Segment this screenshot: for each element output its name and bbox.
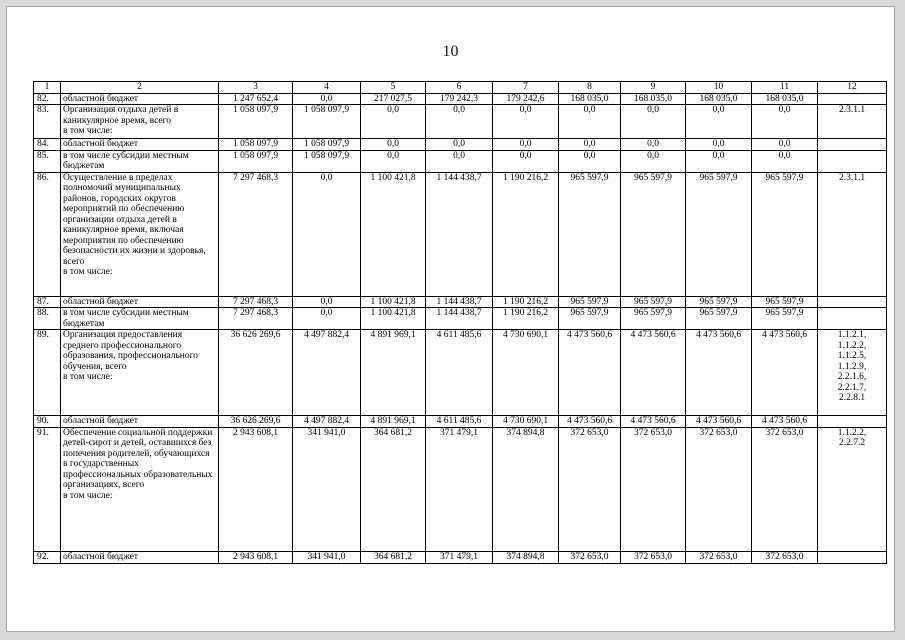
value-cell-10: 0,0 xyxy=(686,105,752,139)
table-row xyxy=(34,172,887,296)
table-row xyxy=(34,330,887,416)
row-number: 86. xyxy=(34,172,61,296)
column-header-11: 11 xyxy=(752,82,818,94)
row-number: 92. xyxy=(34,551,61,563)
row-name: областной бюджет xyxy=(61,551,219,563)
value-cell-4: 4 497 882,4 xyxy=(293,416,361,428)
value-cell-5: 0,0 xyxy=(361,139,426,151)
value-cell-5: 1 100 421,8 xyxy=(361,172,426,296)
row-number: 87. xyxy=(34,296,61,308)
value-cell-8: 0,0 xyxy=(559,139,621,151)
value-cell-5: 4 891 969,1 xyxy=(361,416,426,428)
row-code xyxy=(818,416,887,428)
row-name: областной бюджет xyxy=(61,416,219,428)
budget-table xyxy=(33,81,887,564)
value-cell-11: 168 035,0 xyxy=(752,93,818,105)
column-header-4: 4 xyxy=(293,82,361,94)
value-cell-8: 965 597,9 xyxy=(559,296,621,308)
row-name: областной бюджет xyxy=(61,296,219,308)
value-cell-11: 0,0 xyxy=(752,150,818,172)
value-cell-11: 372 653,0 xyxy=(752,427,818,551)
value-cell-11: 0,0 xyxy=(752,139,818,151)
value-cell-7: 0,0 xyxy=(493,139,559,151)
value-cell-7: 1 190 216,2 xyxy=(493,172,559,296)
value-cell-10: 0,0 xyxy=(686,139,752,151)
value-cell-9: 0,0 xyxy=(621,139,686,151)
value-cell-7: 179 242,6 xyxy=(493,93,559,105)
value-cell-5: 1 100 421,8 xyxy=(361,308,426,330)
value-cell-10: 372 653,0 xyxy=(686,427,752,551)
row-code xyxy=(818,93,887,105)
value-cell-7: 4 730 690,1 xyxy=(493,416,559,428)
value-cell-6: 371 479,1 xyxy=(426,427,493,551)
value-cell-9: 0,0 xyxy=(621,105,686,139)
value-cell-6: 0,0 xyxy=(426,150,493,172)
table-row xyxy=(34,551,887,563)
value-cell-3: 1 058 097,9 xyxy=(219,150,293,172)
table-row xyxy=(34,150,887,172)
value-cell-8: 372 653,0 xyxy=(559,427,621,551)
column-header-5: 5 xyxy=(361,82,426,94)
row-name: Организация отдыха детей в каникулярное время, всего в том числе: xyxy=(61,105,219,139)
row-name: Организация предоставления среднего профессионального образования, профессионального обучения, всего в том числе: xyxy=(61,330,219,416)
value-cell-9: 168 035,0 xyxy=(621,93,686,105)
value-cell-3: 1 058 097,9 xyxy=(219,139,293,151)
value-cell-8: 0,0 xyxy=(559,150,621,172)
row-code xyxy=(818,551,887,563)
value-cell-10: 0,0 xyxy=(686,150,752,172)
table-row xyxy=(34,427,887,551)
value-cell-7: 0,0 xyxy=(493,150,559,172)
value-cell-5: 364 681,2 xyxy=(361,427,426,551)
row-name: Осуществление в пределах полномочий муниципальных районов, городских округов мероприятий по обеспечению организации отдыха детей в каникулярное время, включая мероприятия по обеспечению безопасности их жизни и здоровья, всего в том числе: xyxy=(61,172,219,296)
row-number: 85. xyxy=(34,150,61,172)
value-cell-5: 217 027,5 xyxy=(361,93,426,105)
row-name: в том числе субсидии местным бюджетам xyxy=(61,308,219,330)
value-cell-7: 374 894,8 xyxy=(493,551,559,563)
row-number: 88. xyxy=(34,308,61,330)
value-cell-4: 0,0 xyxy=(293,93,361,105)
row-number: 83. xyxy=(34,105,61,139)
value-cell-9: 4 473 560,6 xyxy=(621,416,686,428)
value-cell-8: 168 035,0 xyxy=(559,93,621,105)
value-cell-10: 4 473 560,6 xyxy=(686,330,752,416)
value-cell-8: 372 653,0 xyxy=(559,551,621,563)
value-cell-4: 1 058 097,9 xyxy=(293,105,361,139)
value-cell-3: 1 058 097,9 xyxy=(219,105,293,139)
value-cell-4: 4 497 882,4 xyxy=(293,330,361,416)
value-cell-9: 372 653,0 xyxy=(621,551,686,563)
page-number: 10 xyxy=(442,43,459,60)
table-row xyxy=(34,139,887,151)
value-cell-7: 1 190 216,2 xyxy=(493,308,559,330)
value-cell-4: 341 941,0 xyxy=(293,427,361,551)
value-cell-10: 965 597,9 xyxy=(686,308,752,330)
column-header-7: 7 xyxy=(493,82,559,94)
value-cell-5: 0,0 xyxy=(361,150,426,172)
value-cell-3: 7 297 468,3 xyxy=(219,172,293,296)
value-cell-7: 0,0 xyxy=(493,105,559,139)
value-cell-8: 965 597,9 xyxy=(559,308,621,330)
column-header-2: 2 xyxy=(61,82,219,94)
value-cell-11: 4 473 560,6 xyxy=(752,416,818,428)
value-cell-8: 0,0 xyxy=(559,105,621,139)
value-cell-3: 36 626 269,6 xyxy=(219,416,293,428)
row-name: областной бюджет xyxy=(61,139,219,151)
value-cell-6: 1 144 438,7 xyxy=(426,296,493,308)
value-cell-11: 0,0 xyxy=(752,105,818,139)
value-cell-9: 965 597,9 xyxy=(621,296,686,308)
value-cell-6: 179 242,3 xyxy=(426,93,493,105)
column-header-10: 10 xyxy=(686,82,752,94)
value-cell-11: 965 597,9 xyxy=(752,308,818,330)
value-cell-5: 1 100 421,8 xyxy=(361,296,426,308)
column-header-1: 1 xyxy=(34,82,61,94)
table-body xyxy=(34,82,887,564)
value-cell-6: 0,0 xyxy=(426,105,493,139)
value-cell-7: 374 894,8 xyxy=(493,427,559,551)
row-code: 2.3.1.1 xyxy=(818,172,887,296)
row-number: 91. xyxy=(34,427,61,551)
value-cell-3: 36 626 269,6 xyxy=(219,330,293,416)
value-cell-11: 372 653,0 xyxy=(752,551,818,563)
column-header-9: 9 xyxy=(621,82,686,94)
value-cell-6: 4 611 485,6 xyxy=(426,416,493,428)
value-cell-5: 4 891 969,1 xyxy=(361,330,426,416)
table-row xyxy=(34,93,887,105)
value-cell-3: 7 297 468,3 xyxy=(219,308,293,330)
row-code xyxy=(818,296,887,308)
value-cell-7: 4 730 690,1 xyxy=(493,330,559,416)
value-cell-3: 2 943 608,1 xyxy=(219,551,293,563)
value-cell-10: 4 473 560,6 xyxy=(686,416,752,428)
value-cell-5: 364 681,2 xyxy=(361,551,426,563)
row-code: 2.3.1.1 xyxy=(818,105,887,139)
column-header-6: 6 xyxy=(426,82,493,94)
row-name: в том числе субсидии местным бюджетам xyxy=(61,150,219,172)
table-row xyxy=(34,308,887,330)
value-cell-7: 1 190 216,2 xyxy=(493,296,559,308)
value-cell-8: 4 473 560,6 xyxy=(559,330,621,416)
value-cell-8: 965 597,9 xyxy=(559,172,621,296)
table-row xyxy=(34,416,887,428)
row-code xyxy=(818,139,887,151)
value-cell-9: 965 597,9 xyxy=(621,172,686,296)
value-cell-9: 4 473 560,6 xyxy=(621,330,686,416)
value-cell-4: 341 941,0 xyxy=(293,551,361,563)
value-cell-8: 4 473 560,6 xyxy=(559,416,621,428)
row-number: 90. xyxy=(34,416,61,428)
value-cell-4: 0,0 xyxy=(293,296,361,308)
row-code: 1.1.2.1, 1.1.2.2, 1.1.2.5, 1.1.2.9, 2.2.1.6, 2.2.1.7, 2.2.8.1 xyxy=(818,330,887,416)
value-cell-11: 965 597,9 xyxy=(752,172,818,296)
row-number: 82. xyxy=(34,93,61,105)
value-cell-3: 2 943 608,1 xyxy=(219,427,293,551)
value-cell-6: 4 611 485,6 xyxy=(426,330,493,416)
value-cell-9: 372 653,0 xyxy=(621,427,686,551)
table-row xyxy=(34,105,887,139)
value-cell-10: 965 597,9 xyxy=(686,296,752,308)
value-cell-4: 0,0 xyxy=(293,172,361,296)
row-code xyxy=(818,308,887,330)
value-cell-9: 0,0 xyxy=(621,150,686,172)
value-cell-5: 0,0 xyxy=(361,105,426,139)
row-number: 84. xyxy=(34,139,61,151)
value-cell-3: 1 247 652,4 xyxy=(219,93,293,105)
column-header-12: 12 xyxy=(818,82,887,94)
row-code: 1.1.2.2, 2.2.7.2 xyxy=(818,427,887,551)
value-cell-3: 7 297 468,3 xyxy=(219,296,293,308)
value-cell-6: 1 144 438,7 xyxy=(426,172,493,296)
value-cell-6: 371 479,1 xyxy=(426,551,493,563)
row-code xyxy=(818,150,887,172)
value-cell-4: 0,0 xyxy=(293,308,361,330)
value-cell-11: 965 597,9 xyxy=(752,296,818,308)
row-name: Обеспечение социальной поддержки детей-сирот и детей, оставшихся без попечения родителей, обучающихся в государственных профессиональных образовательных организациях, всего в том числе: xyxy=(61,427,219,551)
table-row xyxy=(34,296,887,308)
value-cell-6: 0,0 xyxy=(426,139,493,151)
value-cell-10: 372 653,0 xyxy=(686,551,752,563)
table-header-row xyxy=(34,82,887,94)
value-cell-4: 1 058 097,9 xyxy=(293,150,361,172)
value-cell-10: 168 035,0 xyxy=(686,93,752,105)
row-number: 89. xyxy=(34,330,61,416)
column-header-8: 8 xyxy=(559,82,621,94)
value-cell-9: 965 597,9 xyxy=(621,308,686,330)
value-cell-4: 1 058 097,9 xyxy=(293,139,361,151)
column-header-3: 3 xyxy=(219,82,293,94)
document-page xyxy=(6,6,895,632)
value-cell-10: 965 597,9 xyxy=(686,172,752,296)
value-cell-11: 4 473 560,6 xyxy=(752,330,818,416)
row-name: областной бюджет xyxy=(61,93,219,105)
value-cell-6: 1 144 438,7 xyxy=(426,308,493,330)
